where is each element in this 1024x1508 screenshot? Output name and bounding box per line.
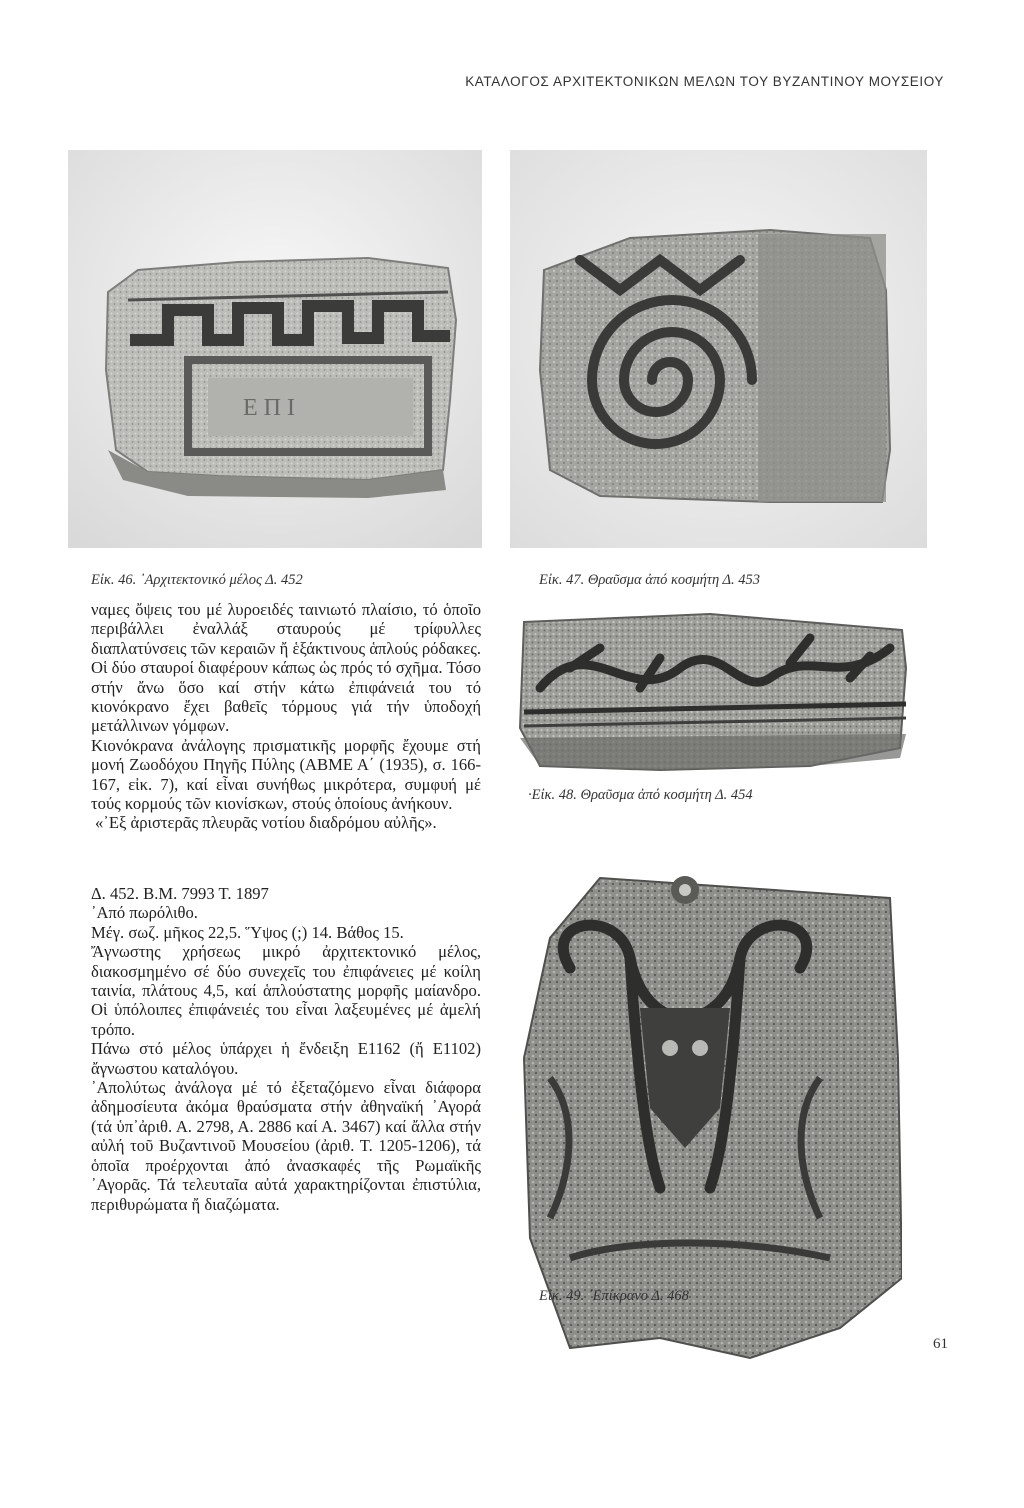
figure-49-caption: Εἰκ. 49. ᾿Επίκρανο Δ. 468 <box>539 1288 689 1304</box>
figure-47-caption: Εἰκ. 47. Θραῦσμα ἀπό κοσμήτη Δ. 453 <box>539 572 761 588</box>
entry-paragraph-2: Πάνω στό μέλος ὑπάρχει ἡ ἔνδειξη Ε1162 (ἤ Ε1102) ἄγνωστου καταλόγου. <box>91 1039 481 1078</box>
entry-paragraph-1: Ἄγνωστης χρήσεως μικρό ἀρχιτεκτονικό μέλος, διακοσμημένο σέ δύο συνεχεῖς του ἐπιφάνειες μέ κοίλη ταινία, πλάτους 4,5, καί ἁπλούστατης μορφῆς μαίανδρο. Οἱ ὑπόλοιπες ἐπιφάνειές του εἶναι λαξευμένες μέ ἀμελή τρόπο. <box>91 942 481 1039</box>
running-head: ΚΑΤΑΛΟΓΟΣ ΑΡΧΙΤΕΚΤΟΝΙΚΩΝ ΜΕΛΩΝ ΤΟΥ ΒΥΖΑΝΤΙΝΟΥ ΜΟΥΣΕΙΟΥ <box>465 74 944 89</box>
continued-paragraph-3: «᾿Εξ ἀριστερᾶς πλευρᾶς νοτίου διαδρόμου αὐλῆς». <box>95 813 437 833</box>
entry-id-line: Δ. 452. Β.Μ. 7993 Τ. 1897 <box>91 884 269 903</box>
figure-49-photo <box>510 858 902 1508</box>
continued-text <box>91 600 481 833</box>
entry-material: ᾿Από πωρόλιθο. <box>91 903 198 923</box>
figure-46-caption: Εἰκ. 46. ᾿Αρχιτεκτονικό μέλος Δ. 452 <box>91 572 303 588</box>
figure-48-photo <box>510 608 914 780</box>
entry-paragraph-3: ᾿Απολύτως ἀνάλογα μέ τό ἐξεταζόμενο εἶναι διάφορα ἀδημοσίευτα ἀκόμα θραύσματα στήν ἀθηναϊκή ᾿Αγορά (τά ὑπ᾿ἀριθ. Α. 2798, Α. 2886 καί Α. 3467) καί ἄλλα στήν αὐλή τοῦ Βυζαντινοῦ Μουσείου (ἀριθ. Τ. 1205-1206), τά ὁποῖα προέρχονται ἀπό ἀνασκαφές τῆς Ρωμαϊκῆς ᾿Αγορᾶς. Τά τελευταῖα αὐτά χαρακτηρίζονται ἐπιστύλια, περιθυρώματα ἤ διαζώματα. <box>91 1078 481 1214</box>
continued-paragraph-1: ναμες ὄψεις του μέ λυροειδές ταινιωτό πλαίσιο, τό ὁποῖο περιβάλλει ἐναλλάξ σταυρούς μέ τρίφυλλες διαπλατύνσεις τῶν κεραιῶν ἤ ἑξάκτινους ἁπλούς ρόδακες. Οἱ δύο σταυροί διαφέρουν κάπως ὡς πρός τό σχῆμα. Τόσο στήν ἄνω ὅσο καί στήν κάτω ἐπιφάνειά του τό κιονόκρανο ἔχει βαθεῖς τόρμους γιά τήν ὑποδοχή μετάλλινων γόμφων. <box>91 600 481 736</box>
continued-paragraph-2: Κιονόκρανα ἀνάλογης πρισματικῆς μορφῆς ἔχουμε στή μονή Ζωοδόχου Πηγῆς Πύλης (ΑΒΜΕ Α΄ (1935), σ. 166-167, εἰκ. 7), καί εἶναι συνήθως μικρότερα, συμφυή μέ τούς κορμούς τῶν κιονίσκων, στούς ὁποίους ἀνήκουν. <box>91 735 481 814</box>
figure-48-caption: ·Εἰκ. 48. Θραῦσμα ἀπό κοσμήτη Δ. 454 <box>528 787 753 803</box>
figure-46-photo <box>68 150 482 548</box>
catalog-entry <box>91 884 481 1214</box>
figure-46-stamp: ΕΠΙ <box>243 395 301 421</box>
page-number: 61 <box>933 1336 948 1352</box>
figure-47-photo <box>510 150 927 548</box>
entry-dimensions: Μέγ. σωζ. μῆκος 22,5. Ὕψος (;) 14. Βάθος 15. <box>91 922 404 942</box>
